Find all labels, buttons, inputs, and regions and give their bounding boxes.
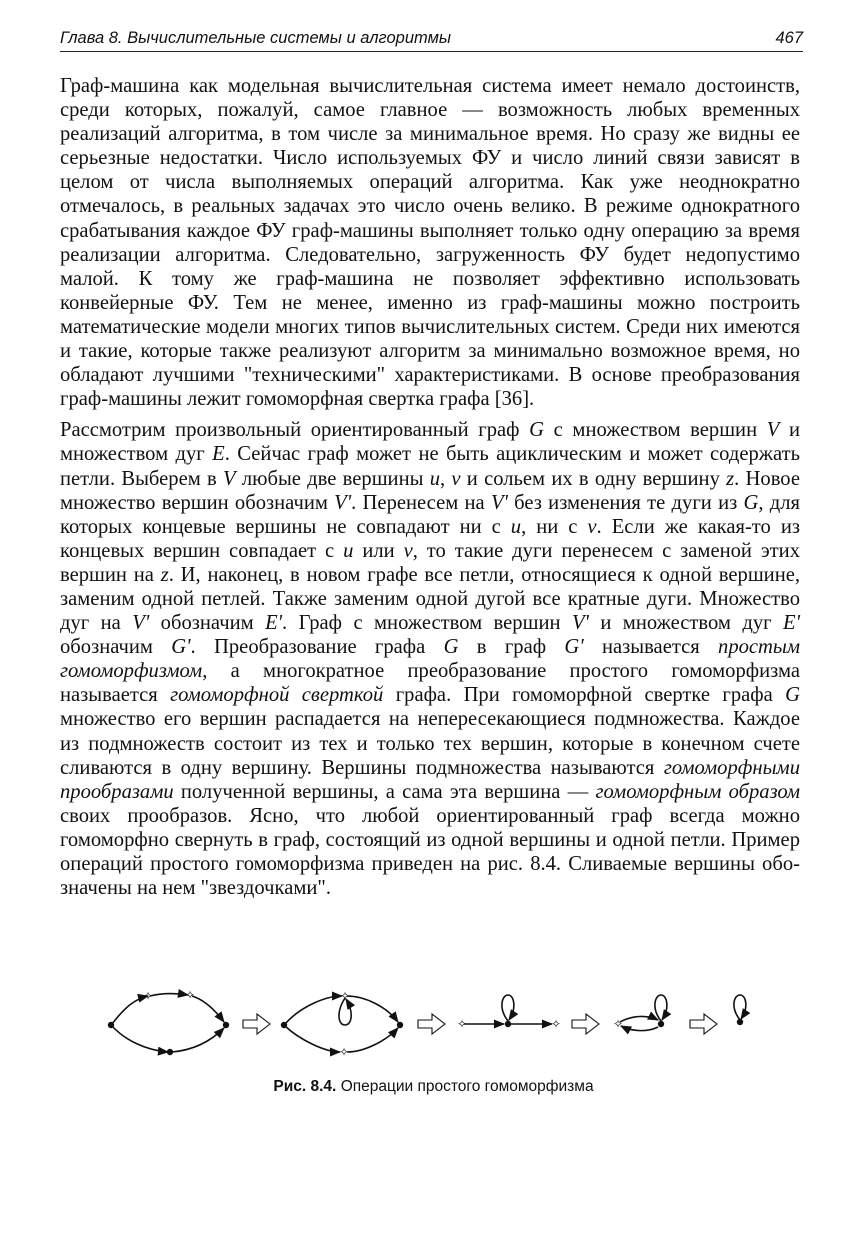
transform-arrow-2: [418, 1014, 445, 1034]
text-run: графа. При гомоморфной свертке графа: [383, 684, 786, 707]
graph-2: [285, 996, 398, 1052]
italic-term: G: [785, 684, 800, 707]
graph-5: [734, 995, 746, 1020]
figure-caption-text: Операции простого гомоморфизма: [340, 1078, 594, 1095]
text-run: . Преобразование графа: [190, 636, 444, 659]
text-run: , для которых концевые вершины не совпадают ни с: [60, 491, 800, 538]
svg-text:✧: ✧: [456, 1017, 468, 1031]
italic-term: v: [587, 515, 597, 538]
italic-term: E: [212, 443, 225, 466]
text-run: множество его вершин распадается на непересекающиеся подмножества. Каждое из подмножеств состоит из тех и только тех вершин, которые в конечном счете сливаются в одну вершину. Вершины подмножества называются: [60, 708, 800, 779]
text-run: и множеством дуг: [60, 419, 801, 466]
text-run: . Граф с множеством вершин: [282, 612, 572, 635]
running-header: [60, 29, 803, 52]
text-run: . Сейчас граф может не быть ациклическим и может содержать петли. Выберем в: [60, 443, 800, 490]
figure-caption-label: Рис. 8.4.: [273, 1078, 337, 1095]
italic-term: G: [443, 636, 459, 659]
svg-text:✧: ✧: [338, 1045, 350, 1059]
paragraph: [60, 418, 800, 900]
graph-1-vertices: [108, 988, 229, 1055]
italic-term: V': [334, 491, 352, 514]
italic-term: u: [429, 467, 440, 490]
text-run: ,: [440, 467, 452, 490]
page-number: 467: [775, 29, 803, 47]
italic-term: z: [160, 563, 169, 586]
svg-text:✧: ✧: [550, 1017, 562, 1031]
text-run: , ни с: [521, 515, 588, 538]
italic-term: V: [222, 467, 236, 490]
text-run: своих прообразов. Ясно, что любой ориентированный граф всегда можно гомоморфно свернуть в граф, состоящий из одной вершины и одной петли. Пример операций простого гомоморфизма приведен на рис. 8.4. Сливаемые вершины обозначены на нем "звездочками".: [60, 804, 800, 900]
italic-term: G': [171, 636, 191, 659]
text-run: . Новое множество вершин обозначим: [60, 467, 800, 514]
text-run: без изменения те дуги из: [507, 491, 744, 514]
transform-arrow-3: [572, 1014, 599, 1034]
text-run: называется: [583, 636, 719, 659]
transform-arrow-4: [690, 1014, 717, 1034]
italic-term: v: [451, 467, 461, 490]
text-run: любые две вершины: [235, 467, 430, 490]
text-run: , то такие дуги перенесем с заменой этих вершин на: [60, 539, 800, 586]
italic-term: G: [529, 419, 544, 442]
italic-term: гомоморфными прообразами: [60, 756, 800, 803]
italic-term: V': [132, 612, 150, 635]
text-run: . Если же какая-то из концевых вершин совпадает с: [60, 515, 800, 562]
svg-text:✧: ✧: [184, 988, 196, 1002]
italic-term: v: [403, 539, 413, 562]
text-run: . И, наконец, в новом графе все петли, относящиеся к одной вершине, заменим одной петлей. Также заменим одной дугой все кратные дуги. Множество дуг на: [60, 563, 801, 635]
body-text: [60, 74, 800, 907]
text-run: , а многократное преобразование простого гомоморфизма называется: [60, 660, 800, 707]
svg-text:✧: ✧: [142, 989, 154, 1003]
text-run: Рассмотрим произвольный ориентированный граф: [60, 419, 530, 442]
svg-text:✧: ✧: [612, 1017, 624, 1031]
text-run: обозначим: [149, 612, 266, 635]
italic-term: G': [564, 636, 584, 659]
homomorphism-figure: [100, 982, 760, 1064]
text-run: полученной вершины, а сама эта вершина —: [173, 780, 596, 803]
italic-term: E': [783, 612, 800, 635]
text-run: или: [353, 539, 404, 562]
italic-term: z: [726, 467, 735, 490]
italic-term: V': [490, 491, 508, 514]
italic-term: гомоморфным образом: [595, 780, 800, 803]
chapter-title: Глава 8. Вычислительные системы и алгоритмы: [60, 29, 452, 47]
italic-term: простым гомоморфизмом: [60, 636, 801, 683]
graph-1: [112, 994, 224, 1052]
italic-term: V': [571, 612, 589, 635]
paragraph: [60, 74, 800, 411]
graph-3: [464, 995, 552, 1024]
text-run: в граф: [458, 636, 565, 659]
transform-arrow-1: [243, 1014, 270, 1034]
italic-term: V: [766, 419, 780, 442]
text-run: обозначим: [60, 636, 172, 659]
text-run: и множеством дуг: [588, 612, 783, 635]
italic-term: u: [510, 515, 522, 538]
graph-5-vertices: [737, 1019, 743, 1025]
italic-term: G: [743, 491, 759, 514]
text-run: Граф-машина как модельная вычислительная система имеет немало достоинств, среди которых, пожалуй, самое главное — возможность любых временных реализаций алгоритма, в том числе за минимальное время. Но сразу же видны ее серьезные недостатки. Число используемых ФУ и число линий связи зависят в целом от числа выполняемых операций алгоритма. Как уже неоднократно отмечалось, в реальных задачах это число очень велико. В режиме однократного срабатывания каждое ФУ граф-машины выполняет только одну операцию за время реализации алгоритма. Следовательно, загруженность ФУ будет недопустимо малой. К тому же граф-машина не позволяет эффективно использовать конвейерные ФУ. Тем не менее, именно из граф-машины можно построить математические модели многих типов вычислительных систем. Среди них имеются и такие, которые также реализуют алгоритм за минимально возможное время, но обладают лучшими "техническими" характеристиками. В основе преобразования граф-машины лежит гомоморфная свертка графа [36].: [60, 75, 800, 411]
text-run: с множеством вершин: [544, 419, 767, 442]
italic-term: E': [265, 612, 283, 635]
text-run: и сольем их в одну вершину: [460, 467, 727, 490]
italic-term: гомоморфной сверткой: [170, 684, 384, 707]
svg-text:✧: ✧: [339, 989, 351, 1003]
text-run: . Перенесем на: [351, 491, 491, 514]
figure-caption: [0, 1078, 867, 1096]
italic-term: u: [343, 539, 354, 562]
